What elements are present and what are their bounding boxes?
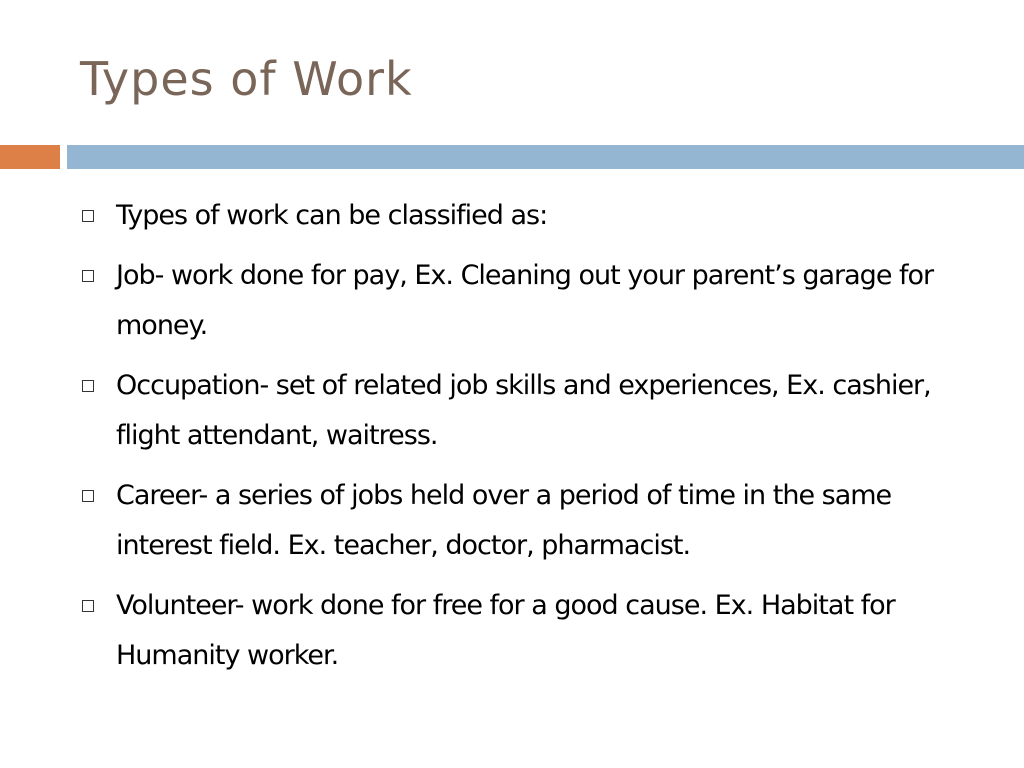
slide-title: Types of Work <box>80 52 413 106</box>
bullet-text: Types of work can be classified as: <box>116 200 548 231</box>
bullet-item <box>80 251 980 351</box>
bullet-item <box>80 581 980 681</box>
hollow-square-icon <box>82 490 94 502</box>
accent-rule-right <box>67 145 1024 169</box>
bullet-list <box>80 191 980 691</box>
hollow-square-icon <box>82 270 94 282</box>
hollow-square-icon <box>82 380 94 392</box>
bullet-text: Job- work done for pay, Ex. Cleaning out your parent’s garage for money. <box>116 260 934 341</box>
bullet-item <box>80 471 980 571</box>
bullet-item <box>80 361 980 461</box>
bullet-text: Volunteer- work done for free for a good cause. Ex. Habitat for Humanity worker. <box>116 590 895 671</box>
hollow-square-icon <box>82 210 94 222</box>
hollow-square-icon <box>82 600 94 612</box>
accent-rule-left <box>0 145 60 169</box>
bullet-item <box>80 191 980 241</box>
bullet-text: Occupation- set of related job skills and experiences, Ex. cashier, flight attendant, waitress. <box>116 370 931 451</box>
bullet-text: Career- a series of jobs held over a period of time in the same interest field. Ex. teacher, doctor, pharmacist. <box>116 480 892 561</box>
